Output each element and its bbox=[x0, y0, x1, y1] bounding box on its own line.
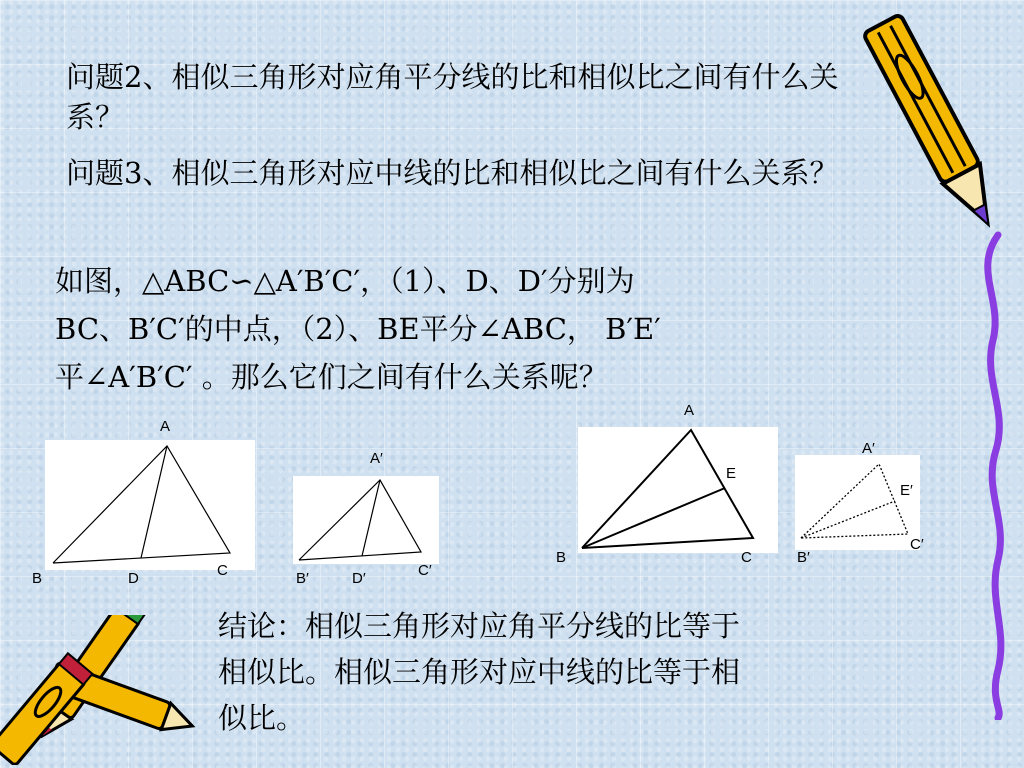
median-large-triangle bbox=[45, 440, 255, 570]
label-A2: A bbox=[684, 402, 695, 419]
label-B2-prime: B′ bbox=[797, 549, 810, 566]
label-C2: C bbox=[741, 549, 752, 566]
median-small-triangle bbox=[293, 476, 439, 564]
label-B2: B bbox=[556, 549, 567, 566]
question-3: 问题3、相似三角形对应中线的比和相似比之间有什么关系？ bbox=[66, 156, 839, 190]
problem-line-1: 如图，△ABC∽△A′B′C′，（1）、D、D′分别为 bbox=[55, 264, 635, 298]
bisector-small-triangle-panel bbox=[795, 455, 920, 550]
pencils-icon bbox=[0, 615, 210, 765]
pencil-icon bbox=[860, 0, 1010, 245]
label-C2-prime: C′ bbox=[910, 536, 924, 553]
conclusion bbox=[218, 603, 938, 741]
conclusion-line-1: 结论：相似三角形对应角平分线的比等于 bbox=[218, 609, 741, 643]
median-large-triangle-panel bbox=[45, 440, 255, 570]
question-2: 问题2、相似三角形对应角平分线的比和相似比之间有什么关系？ bbox=[66, 60, 839, 134]
problem-statement bbox=[55, 257, 965, 401]
label-D: D bbox=[128, 570, 139, 587]
label-A: A bbox=[160, 418, 171, 435]
bisector-large-triangle-panel bbox=[578, 427, 778, 553]
bisector-small-triangle bbox=[795, 455, 920, 550]
squiggle-line-icon bbox=[968, 230, 1018, 720]
label-D-prime: D′ bbox=[352, 570, 366, 587]
label-E2-prime: E′ bbox=[900, 482, 913, 499]
bisector-large-triangle bbox=[578, 427, 778, 553]
label-A-prime: A′ bbox=[370, 450, 383, 467]
problem-line-3: 平∠A′B′C′ 。那么它们之间有什么关系呢？ bbox=[55, 360, 608, 394]
label-C-prime: C′ bbox=[418, 562, 432, 579]
label-B: B bbox=[32, 570, 43, 587]
label-B-prime: B′ bbox=[296, 570, 309, 587]
label-A2-prime: A′ bbox=[862, 440, 875, 457]
median-small-triangle-panel bbox=[293, 476, 439, 564]
conclusion-line-3: 似比。 bbox=[218, 701, 306, 735]
label-C: C bbox=[217, 562, 228, 579]
conclusion-line-2: 相似比。相似三角形对应中线的比等于相 bbox=[218, 655, 741, 689]
problem-line-2: BC、B′C′的中点，（2）、BE平分∠ABC， B′E′ bbox=[55, 312, 661, 346]
label-E2: E bbox=[726, 465, 737, 482]
